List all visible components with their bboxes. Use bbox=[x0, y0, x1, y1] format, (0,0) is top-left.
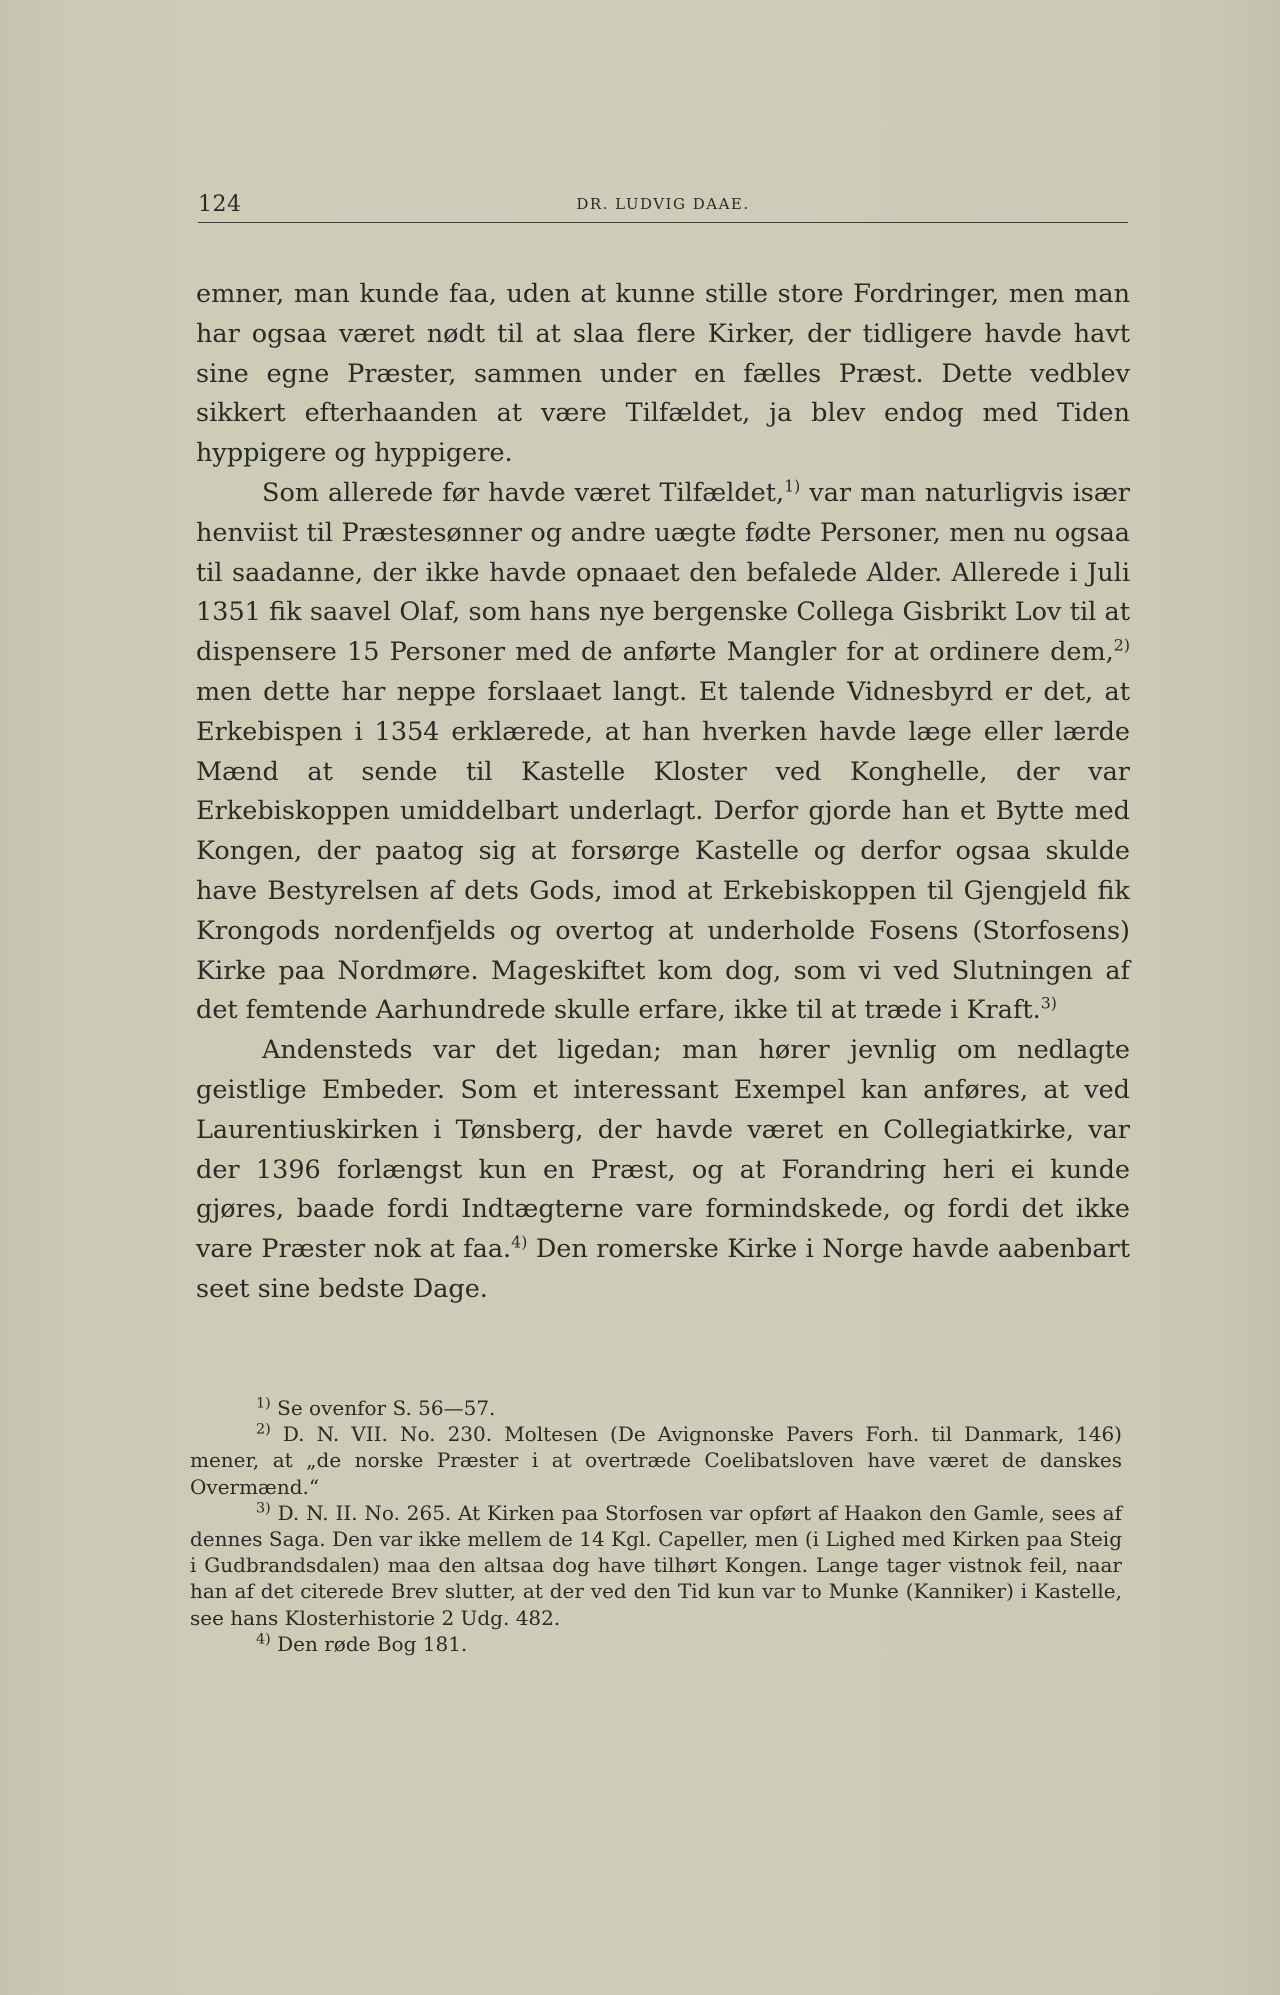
footnote-ref-4: 4) bbox=[511, 1232, 528, 1252]
paragraph-1 bbox=[196, 275, 1130, 474]
paragraph-1-text: emner, man kunde faa, uden at kunne stille store Fordringer, men man har ogsaa været nødt til at slaa flere Kirker, der tidligere havde havt sine egne Præster, sammen under en fælles Præst. Dette vedblev sikkert efterhaanden at være Tilfældet, ja blev endog med Tiden hyppigere og hyppigere. bbox=[196, 279, 1130, 469]
paragraph-3-text-b: Den romerske Kirke i Norge havde aabenbart seet sine bedste Dage. bbox=[196, 1234, 1130, 1304]
footnote-3-text: D. N. II. No. 265. At Kirken paa Storfosen var opført af Haakon den Gamle, sees af dennes Saga. Den var ikke mellem de 14 Kgl. Capeller, men (i Lighed med Kirken paa Steig i Gudbrandsdalen) maa den altsaa dog have tilhørt Kongen. Lange tager vistnok feil, naar han af det citerede Brev slutter, at der ved den Tid kun var to Munke (Kanniker) i Kastelle, see hans Klosterhistorie 2 Udg. 482. bbox=[190, 1500, 1122, 1630]
footnote-1-text: Se ovenfor S. 56—57. bbox=[270, 1396, 496, 1420]
footnote-1-mark: 1) bbox=[256, 1395, 271, 1412]
paragraph-2 bbox=[196, 474, 1130, 1031]
footnote-ref-3: 3) bbox=[1040, 993, 1057, 1013]
body-text bbox=[196, 275, 1130, 1310]
footnote-ref-1: 1) bbox=[784, 476, 801, 496]
footnote-ref-2: 2) bbox=[1113, 635, 1130, 655]
paragraph-2-text-a: Som allerede før havde været Tilfældet, bbox=[262, 477, 785, 508]
footnote-4-text: Den røde Bog 181. bbox=[270, 1631, 468, 1656]
paragraph-2-text-b: var man naturligvis især henviist til Præstesønner og andre uægte fødte Personer, men nu ogsaa til saadanne, der ikke havde opnaaet den befalede Alder. Allerede i Juli 1351 fik saavel Olaf, som hans nye bergenske Collega Gisbrikt Lov til at dispensere 15 Personer med de anførte Mangler for at ordinere dem, bbox=[196, 477, 1130, 668]
footnote-4-mark: 4) bbox=[256, 1631, 271, 1648]
page-number: 124 bbox=[198, 192, 242, 217]
paragraph-3 bbox=[196, 1031, 1130, 1310]
footnote-3-mark: 3) bbox=[256, 1500, 271, 1517]
footnotes bbox=[190, 1395, 1122, 1657]
paragraph-3-text-a: Andensteds var det ligedan; man hører jevnlig om nedlagte geistlige Embeder. Som et interessant Exempel kan anføres, at ved Laurentiuskirken i Tønsberg, der havde været en Collegiatkirke, var der 1396 forlængst kun en Præst, og at Forandring heri ei kunde gjøres, baade fordi Indtægterne vare formindskede, og fordi det ikke vare Præster nok at faa. bbox=[196, 1035, 1130, 1265]
footnote-2-mark: 2) bbox=[256, 1421, 271, 1438]
page-header bbox=[198, 186, 1128, 223]
footnote-3 bbox=[190, 1500, 1122, 1631]
footnote-2 bbox=[190, 1421, 1122, 1500]
footnote-1 bbox=[190, 1395, 1122, 1421]
running-head: DR. LUDVIG DAAE. bbox=[576, 195, 750, 213]
footnote-2-text: D. N. VII. No. 230. Moltesen (De Avignonske Pavers Forh. til Danmark, 146) mener, at „de norske Præster i at overtræde Coelibatsloven have været de danskes Overmænd.“ bbox=[190, 1422, 1122, 1499]
footnote-4 bbox=[190, 1631, 1122, 1657]
paragraph-2-text-c: men dette har neppe forslaaet langt. Et talende Vidnesbyrd er det, at Erkebispen i 1354 erklærede, at han hverken havde læge eller lærde Mænd at sende til Kastelle Kloster ved Konghelle, der var Erkebiskoppen umiddelbart underlagt. Derfor gjorde han et Bytte med Kongen, der paatog sig at forsørge Kastelle og derfor ogsaa skulde have Bestyrelsen af dets Gods, imod at Erkebiskoppen til Gjengjeld fik Krongods nordenfjelds og overtog at underholde Fosens (Storfosens) Kirke paa Nordmøre. Mageskiftet kom dog, som vi ved Slutningen af det femtende Aarhundrede skulle erfare, ikke til at træde i Kraft. bbox=[196, 676, 1130, 1026]
